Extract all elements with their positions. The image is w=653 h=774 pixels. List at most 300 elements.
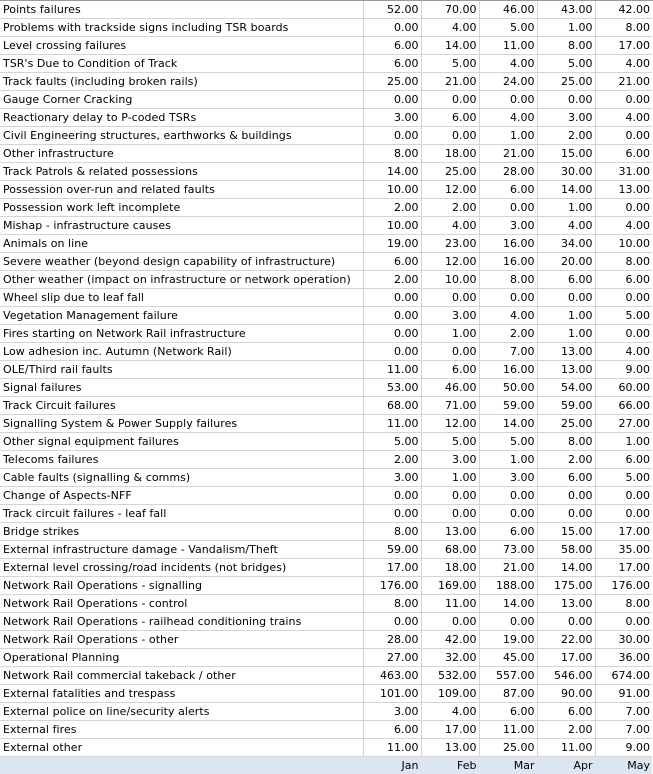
row-label-cell[interactable]: External fires (0, 721, 363, 739)
value-cell-mar[interactable]: 6.00 (479, 703, 537, 721)
value-cell-may[interactable]: 91.00 (595, 685, 652, 703)
row-label-cell[interactable]: TSR's Due to Condition of Track (0, 55, 363, 73)
value-cell-may[interactable]: 9.00 (595, 739, 652, 757)
value-cell-feb[interactable]: 6.00 (421, 109, 479, 127)
value-cell-apr[interactable]: 15.00 (537, 523, 595, 541)
row-label-cell[interactable]: External level crossing/road incidents (not bridges) (0, 559, 363, 577)
table-row (0, 217, 652, 235)
value-cell-mar[interactable]: 4.00 (479, 109, 537, 127)
table-row (0, 487, 652, 505)
table-row (0, 541, 652, 559)
row-label-cell[interactable]: Animals on line (0, 235, 363, 253)
row-label-cell[interactable]: Other weather (impact on infrastructure or network operation) (0, 271, 363, 289)
value-cell-may[interactable]: 0.00 (595, 505, 652, 523)
value-cell-mar[interactable]: 8.00 (479, 271, 537, 289)
column-header-apr[interactable]: Apr (537, 757, 595, 774)
value-cell-feb[interactable]: 0.00 (421, 505, 479, 523)
value-cell-feb[interactable]: 109.00 (421, 685, 479, 703)
value-cell-jan[interactable]: 0.00 (363, 505, 421, 523)
value-cell-mar[interactable]: 557.00 (479, 667, 537, 685)
value-cell-apr[interactable]: 546.00 (537, 667, 595, 685)
value-cell-jan[interactable]: 8.00 (363, 523, 421, 541)
value-cell-apr[interactable]: 1.00 (537, 325, 595, 343)
value-cell-may[interactable]: 0.00 (595, 289, 652, 307)
table-row (0, 577, 652, 595)
table-row (0, 379, 652, 397)
value-cell-mar[interactable]: 87.00 (479, 685, 537, 703)
value-cell-jan[interactable]: 53.00 (363, 379, 421, 397)
value-cell-may[interactable]: 4.00 (595, 109, 652, 127)
row-label-cell[interactable]: Other signal equipment failures (0, 433, 363, 451)
value-cell-may[interactable]: 17.00 (595, 37, 652, 55)
value-cell-feb[interactable]: 13.00 (421, 523, 479, 541)
row-label-cell[interactable]: OLE/Third rail faults (0, 361, 363, 379)
table-row (0, 199, 652, 217)
value-cell-may[interactable]: 7.00 (595, 721, 652, 739)
value-cell-feb[interactable]: 1.00 (421, 469, 479, 487)
value-cell-jan[interactable]: 2.00 (363, 451, 421, 469)
value-cell-jan[interactable]: 11.00 (363, 361, 421, 379)
value-cell-apr[interactable]: 54.00 (537, 379, 595, 397)
value-cell-mar[interactable]: 5.00 (479, 19, 537, 37)
row-label-cell[interactable]: Track faults (including broken rails) (0, 73, 363, 91)
value-cell-may[interactable]: 17.00 (595, 559, 652, 577)
value-cell-mar[interactable]: 46.00 (479, 1, 537, 19)
value-cell-may[interactable]: 6.00 (595, 145, 652, 163)
value-cell-mar[interactable]: 188.00 (479, 577, 537, 595)
table-row (0, 451, 652, 469)
value-cell-may[interactable]: 7.00 (595, 703, 652, 721)
value-cell-may[interactable]: 674.00 (595, 667, 652, 685)
value-cell-jan[interactable]: 59.00 (363, 541, 421, 559)
row-label-cell[interactable]: Operational Planning (0, 649, 363, 667)
value-cell-jan[interactable]: 52.00 (363, 1, 421, 19)
value-cell-jan[interactable]: 8.00 (363, 595, 421, 613)
row-label-cell[interactable]: Other infrastructure (0, 145, 363, 163)
table-row (0, 271, 652, 289)
value-cell-feb[interactable]: 12.00 (421, 253, 479, 271)
value-cell-may[interactable]: 0.00 (595, 487, 652, 505)
value-cell-may[interactable]: 13.00 (595, 181, 652, 199)
value-cell-may[interactable]: 66.00 (595, 397, 652, 415)
row-label-cell[interactable]: Track Circuit failures (0, 397, 363, 415)
value-cell-feb[interactable]: 4.00 (421, 703, 479, 721)
table-body (0, 1, 652, 774)
value-cell-feb[interactable]: 6.00 (421, 361, 479, 379)
table-row (0, 109, 652, 127)
value-cell-mar[interactable]: 1.00 (479, 451, 537, 469)
table-row (0, 127, 652, 145)
value-cell-may[interactable]: 10.00 (595, 235, 652, 253)
row-label-cell[interactable]: Wheel slip due to leaf fall (0, 289, 363, 307)
value-cell-jan[interactable]: 19.00 (363, 235, 421, 253)
value-cell-jan[interactable]: 28.00 (363, 631, 421, 649)
value-cell-may[interactable]: 4.00 (595, 55, 652, 73)
value-cell-may[interactable]: 8.00 (595, 595, 652, 613)
table-row (0, 721, 652, 739)
value-cell-may[interactable]: 5.00 (595, 469, 652, 487)
value-cell-mar[interactable]: 11.00 (479, 721, 537, 739)
value-cell-apr[interactable]: 25.00 (537, 73, 595, 91)
value-cell-feb[interactable]: 0.00 (421, 91, 479, 109)
value-cell-mar[interactable]: 0.00 (479, 289, 537, 307)
table-row (0, 325, 652, 343)
value-cell-jan[interactable]: 0.00 (363, 613, 421, 631)
value-cell-apr[interactable]: 17.00 (537, 649, 595, 667)
value-cell-jan[interactable]: 5.00 (363, 433, 421, 451)
row-label-cell[interactable]: Network Rail Operations - control (0, 595, 363, 613)
value-cell-apr[interactable]: 90.00 (537, 685, 595, 703)
value-cell-mar[interactable]: 21.00 (479, 145, 537, 163)
row-label-cell[interactable]: Reactionary delay to P-coded TSRs (0, 109, 363, 127)
value-cell-may[interactable]: 35.00 (595, 541, 652, 559)
value-cell-mar[interactable]: 7.00 (479, 343, 537, 361)
value-cell-mar[interactable]: 21.00 (479, 559, 537, 577)
value-cell-may[interactable]: 30.00 (595, 631, 652, 649)
table-row (0, 739, 652, 757)
value-cell-may[interactable]: 17.00 (595, 523, 652, 541)
value-cell-jan[interactable]: 101.00 (363, 685, 421, 703)
row-label-cell[interactable]: Telecoms failures (0, 451, 363, 469)
value-cell-mar[interactable]: 0.00 (479, 505, 537, 523)
value-cell-jan[interactable]: 0.00 (363, 307, 421, 325)
row-label-cell[interactable]: Level crossing failures (0, 37, 363, 55)
value-cell-mar[interactable]: 28.00 (479, 163, 537, 181)
value-cell-feb[interactable]: 169.00 (421, 577, 479, 595)
value-cell-apr[interactable]: 0.00 (537, 487, 595, 505)
row-label-cell[interactable]: Network Rail commercial takeback / other (0, 667, 363, 685)
value-cell-may[interactable]: 21.00 (595, 73, 652, 91)
table-row (0, 37, 652, 55)
value-cell-jan[interactable]: 6.00 (363, 253, 421, 271)
value-cell-feb[interactable]: 17.00 (421, 721, 479, 739)
value-cell-feb[interactable]: 18.00 (421, 145, 479, 163)
value-cell-apr[interactable]: 25.00 (537, 415, 595, 433)
row-label-cell[interactable]: Track circuit failures - leaf fall (0, 505, 363, 523)
value-cell-mar[interactable]: 0.00 (479, 487, 537, 505)
value-cell-apr[interactable]: 13.00 (537, 343, 595, 361)
value-cell-jan[interactable]: 2.00 (363, 199, 421, 217)
value-cell-jan[interactable]: 6.00 (363, 721, 421, 739)
value-cell-apr[interactable]: 34.00 (537, 235, 595, 253)
value-cell-mar[interactable]: 6.00 (479, 523, 537, 541)
value-cell-mar[interactable]: 11.00 (479, 37, 537, 55)
value-cell-jan[interactable]: 11.00 (363, 415, 421, 433)
table-row (0, 595, 652, 613)
value-cell-feb[interactable]: 3.00 (421, 451, 479, 469)
value-cell-may[interactable]: 0.00 (595, 613, 652, 631)
value-cell-jan[interactable]: 2.00 (363, 271, 421, 289)
value-cell-jan[interactable]: 0.00 (363, 91, 421, 109)
value-cell-may[interactable]: 0.00 (595, 325, 652, 343)
table-row (0, 613, 652, 631)
value-cell-feb[interactable]: 14.00 (421, 37, 479, 55)
table-row (0, 523, 652, 541)
value-cell-apr[interactable]: 14.00 (537, 181, 595, 199)
value-cell-feb[interactable]: 18.00 (421, 559, 479, 577)
value-cell-may[interactable]: 60.00 (595, 379, 652, 397)
row-label-cell[interactable]: External infrastructure damage - Vandalism/Theft (0, 541, 363, 559)
value-cell-feb[interactable]: 4.00 (421, 217, 479, 235)
row-label-cell[interactable]: Network Rail Operations - other (0, 631, 363, 649)
value-cell-feb[interactable]: 3.00 (421, 307, 479, 325)
value-cell-apr[interactable]: 8.00 (537, 433, 595, 451)
value-cell-may[interactable]: 5.00 (595, 307, 652, 325)
value-cell-apr[interactable]: 1.00 (537, 19, 595, 37)
table-row (0, 685, 652, 703)
value-cell-jan[interactable]: 6.00 (363, 55, 421, 73)
value-cell-apr[interactable]: 13.00 (537, 595, 595, 613)
value-cell-mar[interactable]: 16.00 (479, 253, 537, 271)
value-cell-apr[interactable]: 2.00 (537, 721, 595, 739)
column-header-jan[interactable]: Jan (363, 757, 421, 774)
table-row (0, 667, 652, 685)
table-row (0, 163, 652, 181)
value-cell-apr[interactable]: 0.00 (537, 505, 595, 523)
value-cell-mar[interactable]: 19.00 (479, 631, 537, 649)
value-cell-apr[interactable]: 0.00 (537, 613, 595, 631)
value-cell-mar[interactable]: 59.00 (479, 397, 537, 415)
value-cell-jan[interactable]: 0.00 (363, 325, 421, 343)
row-label-cell[interactable]: Network Rail Operations - signalling (0, 577, 363, 595)
value-cell-feb[interactable]: 71.00 (421, 397, 479, 415)
value-cell-feb[interactable]: 11.00 (421, 595, 479, 613)
value-cell-mar[interactable]: 6.00 (479, 181, 537, 199)
value-cell-jan[interactable]: 3.00 (363, 703, 421, 721)
value-cell-mar[interactable]: 4.00 (479, 55, 537, 73)
value-cell-apr[interactable]: 6.00 (537, 271, 595, 289)
value-cell-apr[interactable]: 14.00 (537, 559, 595, 577)
value-cell-feb[interactable]: 12.00 (421, 415, 479, 433)
value-cell-jan[interactable]: 17.00 (363, 559, 421, 577)
value-cell-feb[interactable]: 5.00 (421, 433, 479, 451)
value-cell-apr[interactable]: 59.00 (537, 397, 595, 415)
value-cell-jan[interactable]: 10.00 (363, 181, 421, 199)
value-cell-jan[interactable]: 176.00 (363, 577, 421, 595)
value-cell-mar[interactable]: 16.00 (479, 361, 537, 379)
table-row (0, 631, 652, 649)
row-label-cell[interactable]: Network Rail Operations - railhead conditioning trains (0, 613, 363, 631)
value-cell-apr[interactable]: 2.00 (537, 451, 595, 469)
value-cell-feb[interactable]: 0.00 (421, 289, 479, 307)
value-cell-feb[interactable]: 10.00 (421, 271, 479, 289)
value-cell-feb[interactable]: 25.00 (421, 163, 479, 181)
value-cell-mar[interactable]: 4.00 (479, 307, 537, 325)
value-cell-jan[interactable]: 25.00 (363, 73, 421, 91)
row-label-cell[interactable]: Cable faults (signalling & comms) (0, 469, 363, 487)
value-cell-apr[interactable]: 30.00 (537, 163, 595, 181)
value-cell-feb[interactable]: 1.00 (421, 325, 479, 343)
value-cell-mar[interactable]: 73.00 (479, 541, 537, 559)
value-cell-may[interactable]: 9.00 (595, 361, 652, 379)
value-cell-apr[interactable]: 13.00 (537, 361, 595, 379)
value-cell-apr[interactable]: 4.00 (537, 217, 595, 235)
row-label-cell[interactable]: Signal failures (0, 379, 363, 397)
value-cell-feb[interactable]: 32.00 (421, 649, 479, 667)
value-cell-jan[interactable]: 463.00 (363, 667, 421, 685)
table-row (0, 415, 652, 433)
value-cell-jan[interactable]: 0.00 (363, 19, 421, 37)
row-label-cell[interactable]: Possession over-run and related faults (0, 181, 363, 199)
value-cell-mar[interactable]: 45.00 (479, 649, 537, 667)
header-blank-cell (0, 757, 363, 774)
row-label-cell[interactable]: Fires starting on Network Rail infrastructure (0, 325, 363, 343)
table-row (0, 307, 652, 325)
row-label-cell[interactable]: Bridge strikes (0, 523, 363, 541)
value-cell-mar[interactable]: 0.00 (479, 91, 537, 109)
value-cell-may[interactable]: 8.00 (595, 19, 652, 37)
value-cell-may[interactable]: 27.00 (595, 415, 652, 433)
value-cell-apr[interactable]: 43.00 (537, 1, 595, 19)
value-cell-feb[interactable]: 68.00 (421, 541, 479, 559)
table-row (0, 397, 652, 415)
value-cell-may[interactable]: 4.00 (595, 343, 652, 361)
table-row (0, 505, 652, 523)
row-label-cell[interactable]: Track Patrols & related possessions (0, 163, 363, 181)
value-cell-mar[interactable]: 50.00 (479, 379, 537, 397)
value-cell-mar[interactable]: 5.00 (479, 433, 537, 451)
value-cell-apr[interactable]: 8.00 (537, 37, 595, 55)
value-cell-feb[interactable]: 5.00 (421, 55, 479, 73)
row-label-cell[interactable]: Mishap - infrastructure causes (0, 217, 363, 235)
value-cell-may[interactable]: 31.00 (595, 163, 652, 181)
row-label-cell[interactable]: Low adhesion inc. Autumn (Network Rail) (0, 343, 363, 361)
table-row (0, 91, 652, 109)
table-row (0, 559, 652, 577)
value-cell-feb[interactable]: 0.00 (421, 343, 479, 361)
table-row (0, 73, 652, 91)
value-cell-may[interactable]: 0.00 (595, 127, 652, 145)
value-cell-jan[interactable]: 68.00 (363, 397, 421, 415)
value-cell-mar[interactable]: 25.00 (479, 739, 537, 757)
value-cell-jan[interactable]: 0.00 (363, 289, 421, 307)
table-row (0, 145, 652, 163)
value-cell-feb[interactable]: 12.00 (421, 181, 479, 199)
value-cell-may[interactable]: 1.00 (595, 433, 652, 451)
column-header-may[interactable]: May (595, 757, 652, 774)
value-cell-jan[interactable]: 6.00 (363, 37, 421, 55)
table-row (0, 253, 652, 271)
value-cell-feb[interactable]: 0.00 (421, 127, 479, 145)
value-cell-apr[interactable]: 5.00 (537, 55, 595, 73)
row-label-cell[interactable]: Possession work left incomplete (0, 199, 363, 217)
row-label-cell[interactable]: Points failures (0, 1, 363, 19)
value-cell-jan[interactable]: 3.00 (363, 469, 421, 487)
row-label-cell[interactable]: Signalling System & Power Supply failures (0, 415, 363, 433)
row-label-cell[interactable]: Gauge Corner Cracking (0, 91, 363, 109)
table-row (0, 469, 652, 487)
value-cell-jan[interactable]: 3.00 (363, 109, 421, 127)
value-cell-feb[interactable]: 23.00 (421, 235, 479, 253)
value-cell-apr[interactable]: 58.00 (537, 541, 595, 559)
value-cell-apr[interactable]: 0.00 (537, 289, 595, 307)
value-cell-may[interactable]: 6.00 (595, 271, 652, 289)
value-cell-jan[interactable]: 8.00 (363, 145, 421, 163)
table-row (0, 55, 652, 73)
value-cell-feb[interactable]: 21.00 (421, 73, 479, 91)
value-cell-apr[interactable]: 15.00 (537, 145, 595, 163)
value-cell-mar[interactable]: 0.00 (479, 613, 537, 631)
value-cell-may[interactable]: 6.00 (595, 451, 652, 469)
value-cell-feb[interactable]: 70.00 (421, 1, 479, 19)
table-row (0, 433, 652, 451)
value-cell-feb[interactable]: 0.00 (421, 487, 479, 505)
table-row (0, 361, 652, 379)
value-cell-apr[interactable]: 2.00 (537, 127, 595, 145)
table-row (0, 181, 652, 199)
value-cell-mar[interactable]: 1.00 (479, 127, 537, 145)
value-cell-mar[interactable]: 24.00 (479, 73, 537, 91)
column-header-mar[interactable]: Mar (479, 757, 537, 774)
value-cell-jan[interactable]: 0.00 (363, 127, 421, 145)
value-cell-jan[interactable]: 11.00 (363, 739, 421, 757)
value-cell-mar[interactable]: 14.00 (479, 595, 537, 613)
row-label-cell[interactable]: Vegetation Management failure (0, 307, 363, 325)
value-cell-may[interactable]: 8.00 (595, 253, 652, 271)
table-row (0, 703, 652, 721)
value-cell-apr[interactable]: 11.00 (537, 739, 595, 757)
value-cell-jan[interactable]: 27.00 (363, 649, 421, 667)
month-header-row (0, 757, 652, 774)
value-cell-mar[interactable]: 16.00 (479, 235, 537, 253)
value-cell-feb[interactable]: 4.00 (421, 19, 479, 37)
row-label-cell[interactable]: External other (0, 739, 363, 757)
value-cell-apr[interactable]: 175.00 (537, 577, 595, 595)
row-label-cell[interactable]: Civil Engineering structures, earthworks & buildings (0, 127, 363, 145)
value-cell-apr[interactable]: 6.00 (537, 703, 595, 721)
value-cell-apr[interactable]: 20.00 (537, 253, 595, 271)
value-cell-mar[interactable]: 3.00 (479, 217, 537, 235)
column-header-feb[interactable]: Feb (421, 757, 479, 774)
table-row (0, 235, 652, 253)
value-cell-may[interactable]: 36.00 (595, 649, 652, 667)
table-row (0, 1, 652, 19)
row-label-cell[interactable]: Change of Aspects-NFF (0, 487, 363, 505)
value-cell-may[interactable]: 0.00 (595, 199, 652, 217)
value-cell-apr[interactable]: 0.00 (537, 91, 595, 109)
value-cell-jan[interactable]: 0.00 (363, 343, 421, 361)
value-cell-may[interactable]: 4.00 (595, 217, 652, 235)
value-cell-apr[interactable]: 6.00 (537, 469, 595, 487)
value-cell-mar[interactable]: 0.00 (479, 199, 537, 217)
value-cell-feb[interactable]: 46.00 (421, 379, 479, 397)
value-cell-may[interactable]: 42.00 (595, 1, 652, 19)
value-cell-mar[interactable]: 2.00 (479, 325, 537, 343)
value-cell-jan[interactable]: 14.00 (363, 163, 421, 181)
value-cell-jan[interactable]: 0.00 (363, 487, 421, 505)
value-cell-feb[interactable]: 0.00 (421, 613, 479, 631)
row-label-cell[interactable]: External police on line/security alerts (0, 703, 363, 721)
value-cell-may[interactable]: 0.00 (595, 91, 652, 109)
value-cell-apr[interactable]: 22.00 (537, 631, 595, 649)
value-cell-may[interactable]: 176.00 (595, 577, 652, 595)
row-label-cell[interactable]: Severe weather (beyond design capability of infrastructure) (0, 253, 363, 271)
value-cell-apr[interactable]: 1.00 (537, 199, 595, 217)
table-row (0, 289, 652, 307)
value-cell-apr[interactable]: 1.00 (537, 307, 595, 325)
value-cell-mar[interactable]: 14.00 (479, 415, 537, 433)
value-cell-feb[interactable]: 2.00 (421, 199, 479, 217)
value-cell-mar[interactable]: 3.00 (479, 469, 537, 487)
row-label-cell[interactable]: External fatalities and trespass (0, 685, 363, 703)
value-cell-feb[interactable]: 13.00 (421, 739, 479, 757)
value-cell-feb[interactable]: 42.00 (421, 631, 479, 649)
row-label-cell[interactable]: Problems with trackside signs including TSR boards (0, 19, 363, 37)
value-cell-apr[interactable]: 3.00 (537, 109, 595, 127)
value-cell-feb[interactable]: 532.00 (421, 667, 479, 685)
table-row (0, 649, 652, 667)
value-cell-jan[interactable]: 10.00 (363, 217, 421, 235)
